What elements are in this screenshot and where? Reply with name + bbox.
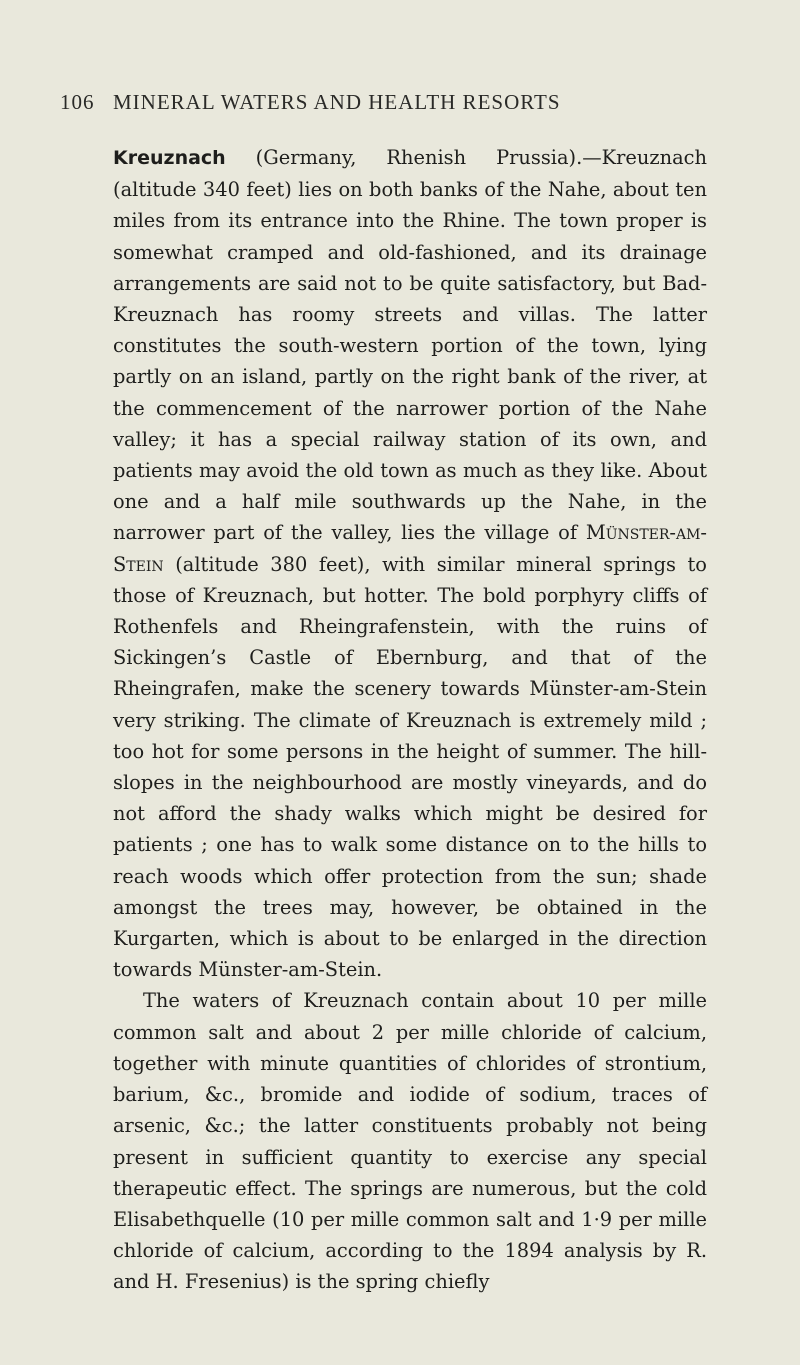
paragraph-waters: The waters of Kreuznach contain about 10 per mille common salt and about 2 per mille chloride of calcium, together with minute quantities of chlorides of strontium, barium, &c., bromide and iodide of sodium, traces of arsenic, &c.; the latter constituents probably not being present in sufficient quantity to exercise any special therapeutic effect. The springs are numerous, but the cold Elisabethquelle (10 per mille common salt and 1·9 per mille chloride of calcium, according to the 1894 analysis by R. and H. Fresenius) is the spring chiefly	[113, 989, 707, 1294]
running-title: MINERAL WATERS AND HEALTH RESORTS	[113, 90, 561, 114]
paragraph-intro-text: (Germany, Rhenish Prussia).—Kreuznach (altitude 340 feet) lies on both banks of the Nahe, about ten miles from its entrance into the Rhine. The town proper is somewhat cramped and old-fashioned, and its drainage arrangements are said not to be quite satisfactory, but Bad-Kreuznach has roomy streets and villas. The latter constitutes the south-western portion of the town, lying partly on an island, partly on the right bank of the river, at the commencement of the narrower portion of the Nahe valley; it has a special railway station of its own, and patients may avoid the old town as much as they like. About one and a half mile southwards up the Nahe, in the narrower part of the valley, lies the village of	[113, 146, 707, 545]
paragraph-intro	[113, 142, 707, 985]
village-name: Münster-am-Stein	[113, 521, 707, 576]
page-number: 106	[60, 90, 95, 114]
entry-headword: Kreuznach	[113, 147, 226, 169]
body-text	[113, 142, 707, 1298]
running-head	[60, 90, 700, 120]
paragraph-intro-continuation: (altitude 380 feet), with similar mineral springs to those of Kreuznach, but hotter. The bold porphyry cliffs of Rothenfels and Rheingrafenstein, with the ruins of Sickingen’s Castle of Ebernburg, and that of the Rheingrafen, make the scenery towards Münster-am-Stein very striking. The climate of Kreuznach is extremely mild ; too hot for some persons in the height of summer. The hill-slopes in the neighbourhood are mostly vineyards, and do not afford the shady walks which might be desired for patients ; one has to walk some distance on to the hills to reach woods which offer protection from the sun; shade amongst the trees may, however, be obtained in the Kurgarten, which is about to be enlarged in the direction towards Münster-am-Stein.	[113, 552, 707, 982]
